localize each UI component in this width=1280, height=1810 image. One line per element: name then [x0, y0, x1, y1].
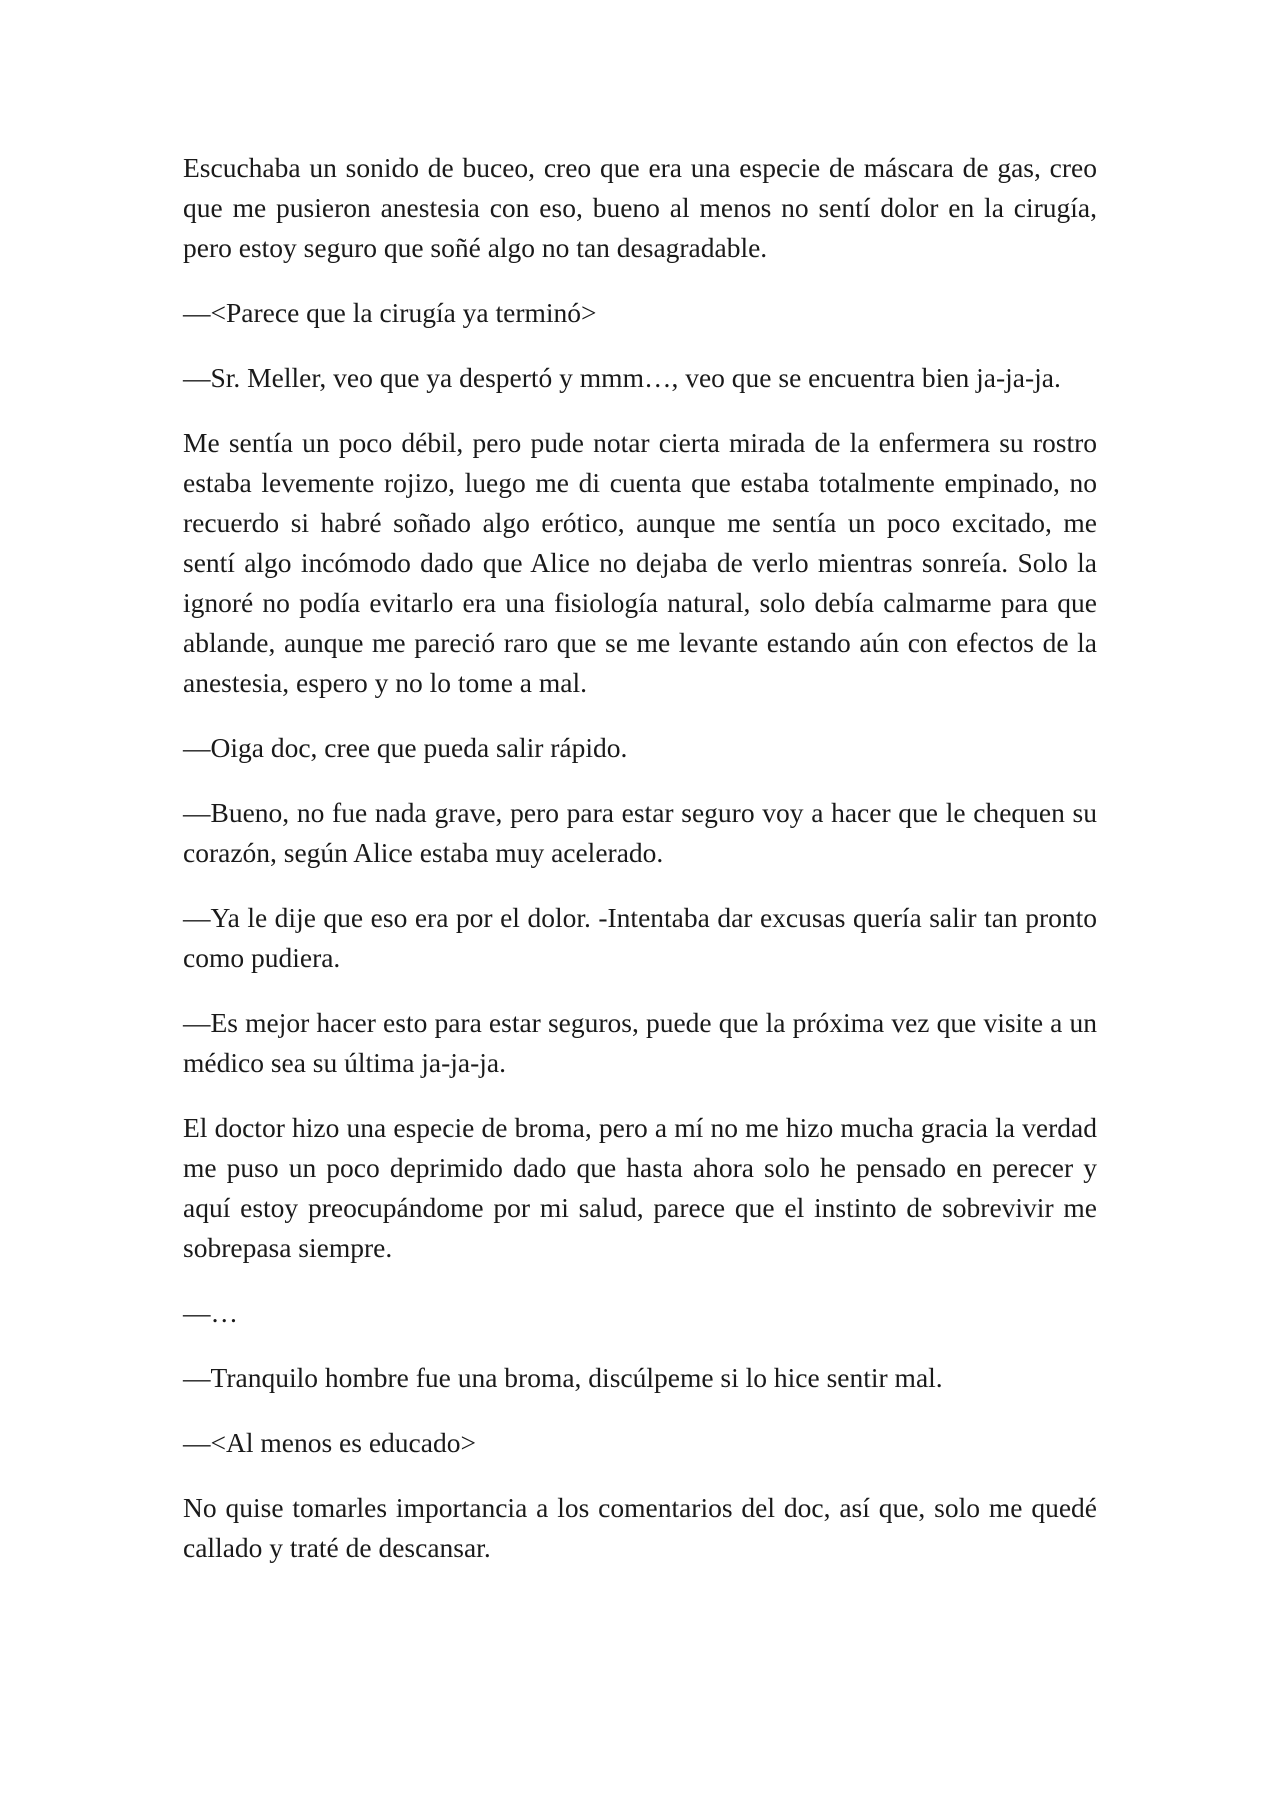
- paragraph-12: —<Al menos es educado>: [183, 1427, 476, 1458]
- paragraph-5: —Oiga doc, cree que pueda salir rápido.: [183, 732, 628, 763]
- paragraph-7: —Ya le dije que eso era por el dolor. -Intentaba dar excusas quería salir tan pronto como pudiera.: [183, 902, 1097, 973]
- paragraph-10: —…: [183, 1297, 238, 1328]
- paragraph-6: —Bueno, no fue nada grave, pero para estar seguro voy a hacer que le chequen su corazón, según Alice estaba muy acelerado.: [183, 797, 1097, 868]
- paragraph-3: —Sr. Meller, veo que ya despertó y mmm…, veo que se encuentra bien ja-ja-ja.: [183, 362, 1061, 393]
- paragraph-8: —Es mejor hacer esto para estar seguros, puede que la próxima vez que visite a un médico sea su última ja-ja-ja.: [183, 1007, 1097, 1078]
- paragraph-2: —<Parece que la cirugía ya terminó>: [183, 297, 597, 328]
- paragraph-11: —Tranquilo hombre fue una broma, discúlpeme si lo hice sentir mal.: [183, 1362, 943, 1393]
- paragraph-4: Me sentía un poco débil, pero pude notar cierta mirada de la enfermera su rostro estaba levemente rojizo, luego me di cuenta que estaba totalmente empinado, no recuerdo si habré soñado algo erótico, aunque me sentía un poco excitado, me sentí algo incómodo dado que Alice no dejaba de verlo mientras sonreía. Solo la ignoré no podía evitarlo era una fisiología natural, solo debía calmarme para que ablande, aunque me pareció raro que se me levante estando aún con efectos de la anestesia, espero y no lo tome a mal.: [183, 427, 1097, 698]
- paragraph-9: El doctor hizo una especie de broma, pero a mí no me hizo mucha gracia la verdad me puso un poco deprimido dado que hasta ahora solo he pensado en perecer y aquí estoy preocupándome por mi salud, parece que el instinto de sobrevivir me sobrepasa siempre.: [183, 1112, 1097, 1263]
- body-text: [183, 148, 1097, 1568]
- paragraph-13: No quise tomarles importancia a los comentarios del doc, así que, solo me quedé callado y traté de descansar.: [183, 1492, 1097, 1563]
- paragraph-1: Escuchaba un sonido de buceo, creo que era una especie de máscara de gas, creo que me pusieron anestesia con eso, bueno al menos no sentí dolor en la cirugía, pero estoy seguro que soñé algo no tan desagradable.: [183, 152, 1097, 263]
